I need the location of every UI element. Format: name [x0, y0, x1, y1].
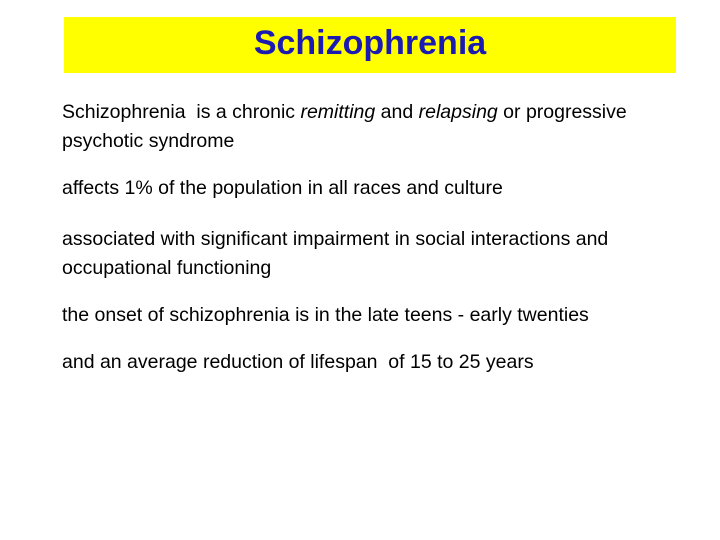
- slide-title: Schizophrenia: [253, 24, 487, 62]
- paragraph-definition: [62, 98, 682, 156]
- definition-text-1: Schizophrenia is a chronic: [62, 101, 301, 123]
- definition-text-2: and: [375, 101, 419, 123]
- paragraph-onset: the onset of schizophrenia is in the late teens - early twenties: [62, 304, 589, 326]
- definition-italic-relapsing: relapsing: [418, 101, 498, 123]
- definition-text-3: or progressive psychotic syndrome: [62, 101, 633, 152]
- paragraph-lifespan: and an average reduction of lifespan of 15 to 25 years: [62, 351, 534, 373]
- title-banner: [64, 17, 676, 73]
- paragraph-prevalence: affects 1% of the population in all races and culture: [62, 177, 503, 199]
- paragraph-impairment: associated with significant impairment in social interactions and occupational functioning: [62, 228, 614, 279]
- definition-italic-remitting: remitting: [300, 101, 376, 123]
- slide-body: [62, 98, 682, 395]
